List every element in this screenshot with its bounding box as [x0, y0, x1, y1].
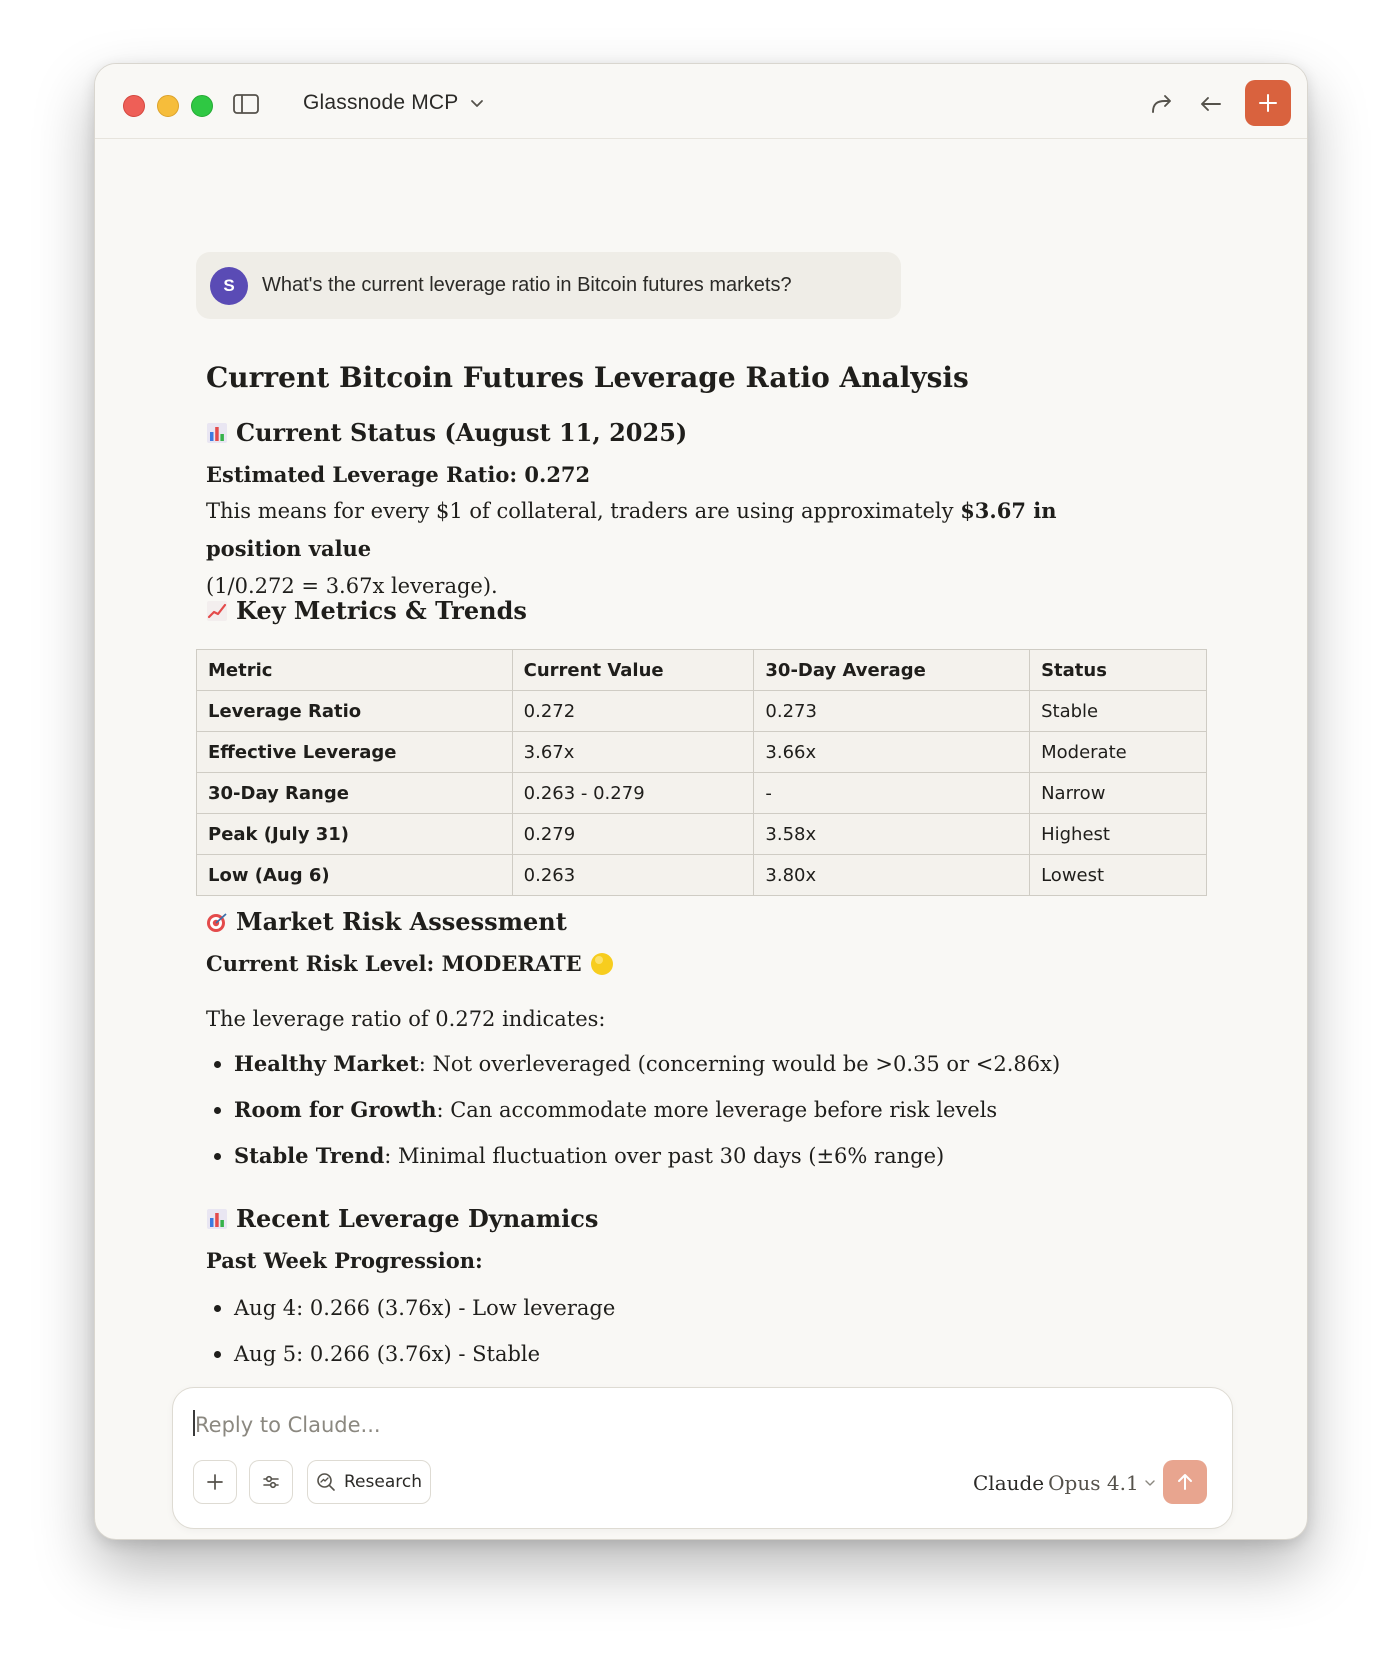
user-message-text: What's the current leverage ratio in Bitcoin futures markets? [262, 274, 792, 296]
add-attachment-button[interactable] [193, 1460, 237, 1504]
table-cell: Narrow [1030, 773, 1207, 814]
research-button[interactable] [307, 1460, 431, 1504]
table-row [197, 773, 1207, 814]
list-item [206, 1331, 615, 1377]
close-window-button[interactable] [123, 95, 145, 117]
leverage-dynamics-heading [206, 1204, 598, 1233]
table-cell: 0.263 [512, 855, 754, 896]
table-row [197, 691, 1207, 732]
list-item [206, 1041, 1060, 1087]
risk-intro: The leverage ratio of 0.272 indicates: [206, 1007, 606, 1031]
explanation-text: This means for every $1 of collateral, traders are using approximately [206, 499, 961, 523]
table-cell: Highest [1030, 814, 1207, 855]
minimize-window-button[interactable] [157, 95, 179, 117]
project-title: Glassnode MCP [303, 91, 459, 114]
bar-chart-icon [206, 1208, 228, 1230]
project-title-dropdown[interactable] [303, 86, 485, 120]
table-cell: 3.80x [754, 855, 1030, 896]
risk-bullet-list [206, 1041, 1060, 1179]
table-header: Metric [197, 650, 513, 691]
table-row [197, 814, 1207, 855]
response-title: Current Bitcoin Futures Leverage Ratio Analysis [206, 361, 969, 394]
table-cell: 3.58x [754, 814, 1030, 855]
key-metrics-heading [206, 596, 527, 625]
list-item-text: Aug 5: 0.266 (3.76x) - Stable [234, 1342, 541, 1366]
target-icon [206, 911, 228, 933]
message-composer [172, 1387, 1233, 1529]
avatar: S [210, 267, 248, 305]
user-message-bubble [196, 252, 901, 319]
list-item-text: Aug 4: 0.266 (3.76x) - Low leverage [234, 1296, 616, 1320]
risk-assessment-heading [206, 907, 567, 936]
plus-icon [205, 1472, 225, 1492]
list-item [206, 1285, 615, 1331]
table-cell: 0.279 [512, 814, 754, 855]
table-header: Current Value [512, 650, 754, 691]
risk-level-text: Current Risk Level: MODERATE [206, 951, 582, 976]
explanation-paragraph [206, 492, 1156, 605]
table-cell: Peak (July 31) [197, 814, 513, 855]
table-cell: Lowest [1030, 855, 1207, 896]
text-caret [193, 1410, 195, 1436]
table-cell: Stable [1030, 691, 1207, 732]
app-window [94, 63, 1308, 1540]
table-header: 30-Day Average [754, 650, 1030, 691]
back-arrow-icon[interactable] [1197, 90, 1225, 118]
risk-level [206, 951, 614, 976]
chevron-down-icon [1143, 1476, 1157, 1490]
conversation-area[interactable] [95, 139, 1307, 1449]
tools-button[interactable] [249, 1460, 293, 1504]
research-search-icon [316, 1472, 336, 1492]
table-cell: Leverage Ratio [197, 691, 513, 732]
progression-heading: Past Week Progression: [206, 1248, 483, 1273]
table-cell: 3.66x [754, 732, 1030, 773]
chevron-down-icon [469, 95, 485, 111]
table-header: Status [1030, 650, 1207, 691]
key-metrics-heading-text: Key Metrics & Trends [236, 596, 527, 625]
table-cell: 0.273 [754, 691, 1030, 732]
model-selector[interactable] [973, 1470, 1157, 1496]
table-cell: 3.67x [512, 732, 754, 773]
model-version: Opus 4.1 [1048, 1471, 1139, 1495]
explanation-highlight: $3.67 in position value [206, 498, 1057, 561]
trend-chart-icon [206, 600, 228, 622]
sliders-icon [261, 1472, 281, 1492]
metrics-table [196, 649, 1207, 896]
estimated-ratio: Estimated Leverage Ratio: 0.272 [206, 462, 591, 487]
list-item-label: Stable Trend [234, 1143, 385, 1168]
list-item-label: Healthy Market [234, 1051, 419, 1076]
table-cell: - [754, 773, 1030, 814]
yellow-circle-icon [590, 952, 614, 976]
table-cell: Low (Aug 6) [197, 855, 513, 896]
list-item-text: : Can accommodate more leverage before risk levels [436, 1098, 998, 1122]
leverage-dynamics-heading-text: Recent Leverage Dynamics [236, 1204, 599, 1233]
table-row [197, 855, 1207, 896]
research-button-label: Research [344, 1472, 422, 1492]
table-row [197, 732, 1207, 773]
zoom-window-button[interactable] [191, 95, 213, 117]
model-name: Claude [973, 1471, 1045, 1495]
table-cell: 0.263 - 0.279 [512, 773, 754, 814]
table-cell: Effective Leverage [197, 732, 513, 773]
sidebar-toggle-icon[interactable] [233, 93, 259, 115]
reply-input[interactable] [193, 1408, 957, 1442]
list-item-text: : Minimal fluctuation over past 30 days (±6% range) [384, 1144, 945, 1168]
current-status-heading-text: Current Status (August 11, 2025) [236, 418, 688, 447]
share-icon[interactable] [1147, 90, 1175, 118]
list-item-label: Room for Growth [234, 1097, 437, 1122]
table-cell: 30-Day Range [197, 773, 513, 814]
bar-chart-icon [206, 422, 228, 444]
list-item [206, 1133, 1060, 1179]
table-header-row [197, 650, 1207, 691]
current-status-heading [206, 418, 687, 447]
list-item-text: : Not overleveraged (concerning would be >0.35 or <2.86x) [418, 1052, 1061, 1076]
table-cell: Moderate [1030, 732, 1207, 773]
send-button[interactable] [1163, 1460, 1207, 1504]
new-chat-button[interactable] [1245, 80, 1291, 126]
arrow-up-icon [1175, 1472, 1195, 1492]
risk-assessment-heading-text: Market Risk Assessment [236, 907, 567, 936]
plus-icon [1257, 92, 1279, 114]
table-cell: 0.272 [512, 691, 754, 732]
explanation-formula: (1/0.272 = 3.67x leverage). [206, 574, 498, 598]
list-item [206, 1087, 1060, 1133]
title-bar [95, 64, 1307, 139]
